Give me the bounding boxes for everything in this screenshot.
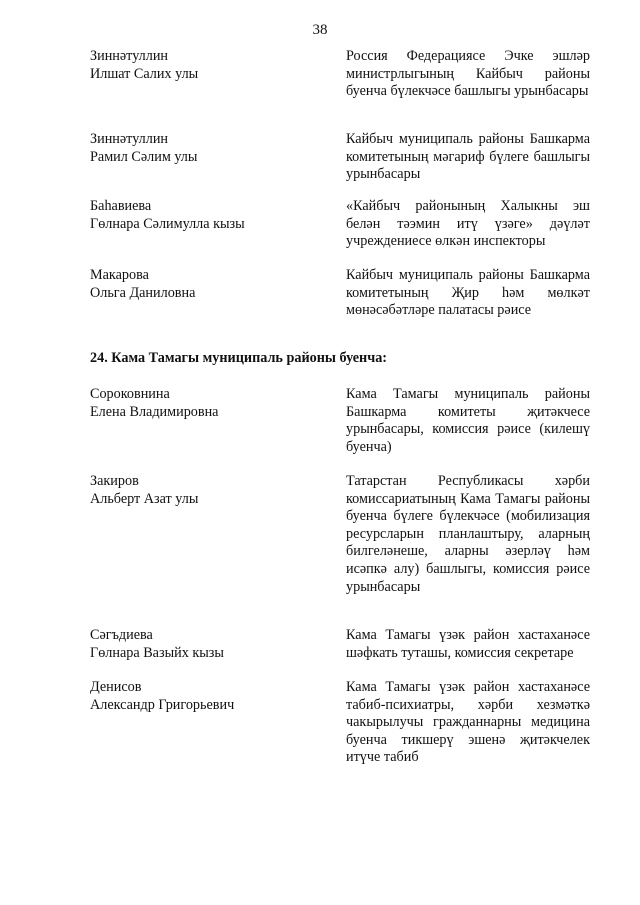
surname: Зиннәтуллин bbox=[90, 48, 169, 64]
given-name: Альберт Азат улы bbox=[90, 490, 199, 507]
given-name: Илшат Салих улы bbox=[90, 65, 199, 82]
list-item bbox=[90, 473, 590, 596]
list-item bbox=[90, 198, 590, 251]
surname: Баһавиева bbox=[90, 198, 152, 214]
person-name bbox=[90, 198, 330, 251]
list-item bbox=[90, 627, 590, 662]
list-item bbox=[90, 386, 590, 456]
person-name bbox=[90, 679, 330, 767]
person-name bbox=[90, 48, 330, 101]
position-text: «Кайбыч районының Халыкны эш белән тәэмин итү үзәге» дәүләт учреждениесе өлкән инспекторы bbox=[346, 198, 590, 250]
position-text: Кама Тамагы үзәк район хастаханәсе табиб-психиатры, хәрби хезмәткә чакырылучы гражданнарны медицина буенча тикшерү эшенә җитәкчелек итүче табиб bbox=[346, 679, 590, 766]
position-text: Кама Тамагы үзәк район хастаханәсе шәфкать туташы, комиссия секретаре bbox=[346, 627, 590, 661]
position-text: Кама Тамагы муниципаль районы Башкарма комитеты җитәкчесе урынбасары, комиссия рәисе (килешү буенча) bbox=[346, 386, 590, 455]
given-name: Ольга Даниловна bbox=[90, 284, 196, 301]
list-item bbox=[90, 679, 590, 767]
given-name: Рамил Сәлим улы bbox=[90, 148, 198, 165]
person-name bbox=[90, 131, 330, 184]
person-name bbox=[90, 627, 330, 662]
person-name bbox=[90, 386, 330, 456]
given-name: Гөлнара Сәлимулла кызы bbox=[90, 215, 245, 232]
list-item bbox=[90, 131, 590, 184]
position-text: Татарстан Республикасы хәрби комиссариатының Кама Тамагы районы буенча бүлеге бүлекчәсе (мобилизация ресурсларын планлаштыру, аларның билгеләнеше, аларны әзерләү һәм исәпкә алу) башлыгы, комиссия рәисе урынбасары bbox=[346, 473, 590, 595]
given-name: Александр Григорьевич bbox=[90, 696, 235, 713]
surname: Макарова bbox=[90, 267, 149, 283]
position-text: Кайбыч муниципаль районы Башкарма комитетының Җир һәм мөлкәт мөнәсәбәтләре палатасы рәисе bbox=[346, 267, 590, 319]
surname: Денисов bbox=[90, 679, 142, 695]
person-name bbox=[90, 267, 330, 320]
given-name: Гөлнара Вазыйх кызы bbox=[90, 644, 224, 661]
person-name bbox=[90, 473, 330, 596]
position-text: Кайбыч муниципаль районы Башкарма комитетының мәгариф бүлеге башлыгы урынбасары bbox=[346, 131, 590, 183]
position-text: Россия Федерациясе Эчке эшләр министрлыгының Кайбыч районы буенча бүлекчәсе башлыгы урынбасары bbox=[346, 48, 590, 100]
list-item bbox=[90, 267, 590, 320]
list-item bbox=[90, 48, 590, 101]
surname: Сәгъдиева bbox=[90, 627, 153, 643]
surname: Закиров bbox=[90, 473, 139, 489]
surname: Сороковнина bbox=[90, 386, 170, 402]
surname: Зиннәтуллин bbox=[90, 131, 169, 147]
page-number: 38 bbox=[312, 22, 328, 38]
section-heading: 24. Кама Тамагы муниципаль районы буенча: bbox=[90, 350, 388, 366]
given-name: Елена Владимировна bbox=[90, 403, 219, 420]
